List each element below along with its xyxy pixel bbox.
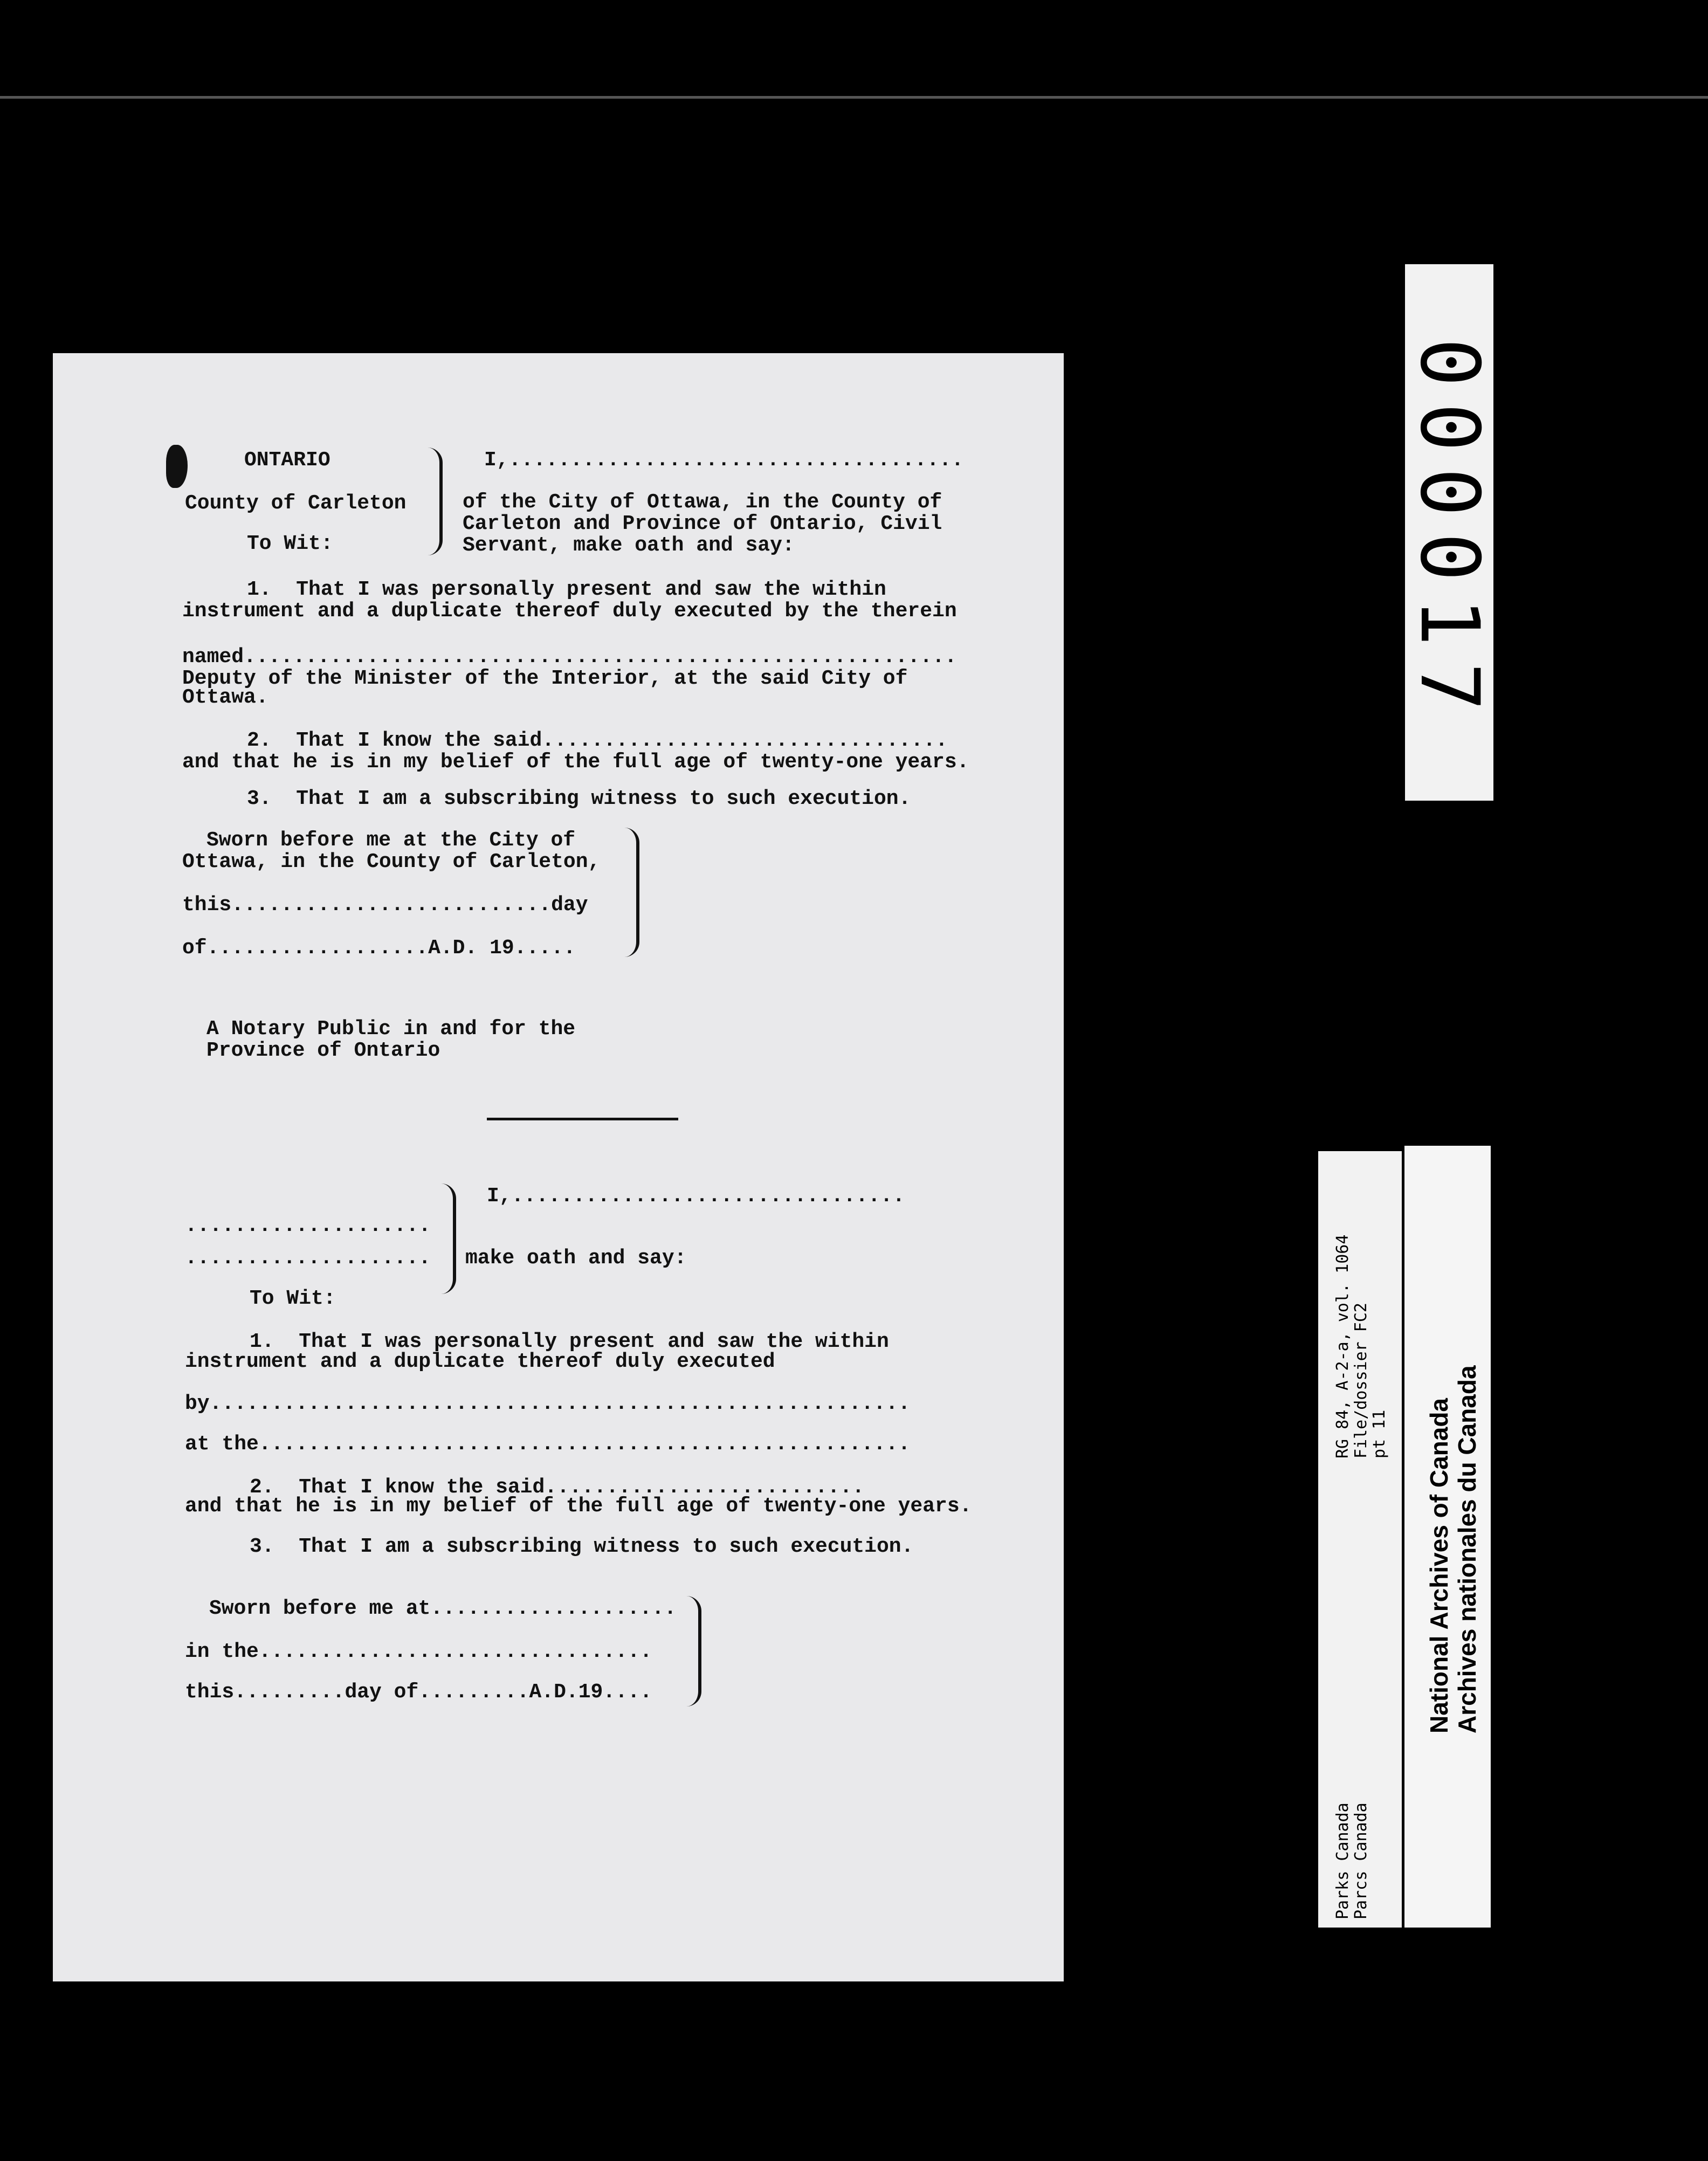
archives-en: National Archives of Canada	[1425, 1398, 1453, 1733]
sworn-brace	[624, 828, 639, 957]
b-dots-1: ....................	[185, 1214, 431, 1237]
agency-en: Parks Canada	[1333, 1802, 1352, 1919]
notary-1: A Notary Public in and for the	[206, 1017, 576, 1041]
sworn-1: Sworn before me at the City of	[206, 829, 576, 852]
p2-line2: and that he is in my belief of the full age of twenty-one years.	[182, 751, 969, 774]
b-p1-line2: instrument and a duplicate thereof duly executed	[185, 1350, 775, 1373]
archive-reference-label	[1318, 1151, 1404, 1928]
section-divider	[487, 1118, 678, 1120]
city-clause-2: Carleton and Province of Ontario, Civil	[463, 512, 942, 535]
b-deponent-line: I,................................	[487, 1185, 905, 1208]
sworn-2: Ottawa, in the County of Carleton,	[182, 850, 601, 873]
notary-2: Province of Ontario	[206, 1039, 440, 1062]
frame-number: 000017	[1402, 338, 1496, 727]
ref-line-1: RG 84, A-2-a, vol. 1064	[1333, 1234, 1352, 1458]
header-brace	[428, 448, 443, 555]
b-oath: make oath and say:	[465, 1247, 687, 1270]
p1-line4: Deputy of the Minister of the Interior, at the said City of	[182, 667, 908, 690]
p2-line1: 2. That I know the said.................................	[247, 729, 948, 752]
sworn-3: this..........................day	[182, 893, 588, 917]
b-header-brace	[441, 1183, 456, 1294]
sworn-4: of..................A.D. 19.....	[182, 937, 576, 960]
archives-name-label	[1404, 1146, 1491, 1928]
b-sworn-3: this.........day of.........A.D.19....	[185, 1681, 652, 1704]
ink-blot	[166, 445, 188, 488]
county: County of Carleton	[185, 492, 407, 515]
film-edge-line	[0, 96, 1708, 99]
p1-line2: instrument and a duplicate thereof duly executed by the therein	[182, 600, 957, 623]
b-p2-line2: and that he is in my belief of the full age of twenty-one years.	[185, 1495, 972, 1518]
jurisdiction: ONTARIO	[244, 449, 330, 472]
b-sworn-2: in the................................	[185, 1640, 652, 1663]
ref-line-2: File/dossier FC2	[1352, 1303, 1370, 1458]
ref-line-3: pt 11	[1370, 1409, 1389, 1458]
b-sworn-1: Sworn before me at....................	[209, 1597, 677, 1620]
to-wit: To Wit:	[247, 532, 333, 555]
p1-line5: Ottawa.	[182, 686, 268, 709]
b-sworn-brace	[686, 1596, 701, 1706]
archives-fr: Archives nationales du Canada	[1453, 1365, 1481, 1733]
deponent-line: I,.....................................	[484, 449, 964, 472]
b-to-wit: To Wit:	[250, 1287, 336, 1310]
city-clause-3: Servant, make oath and say:	[463, 534, 795, 557]
b-p1-line4: at the.....................................................	[185, 1433, 911, 1456]
affidavit-document	[53, 353, 1064, 1981]
b-p1-line3: by.........................................................	[185, 1392, 911, 1415]
city-clause-1: of the City of Ottawa, in the County of	[463, 491, 942, 514]
b-p3: 3. That I am a subscribing witness to such execution.	[250, 1535, 914, 1558]
p1-line1: 1. That I was personally present and saw the within	[247, 578, 886, 601]
p1-line3: named..........................................................	[182, 645, 957, 669]
b-p1-line1: 1. That I was personally present and saw the within	[250, 1330, 889, 1353]
b-dots-2: ....................	[185, 1247, 431, 1270]
b-p2-line1: 2. That I know the said..........................	[250, 1476, 865, 1499]
frame-counter	[1402, 264, 1496, 801]
agency-fr: Parcs Canada	[1352, 1802, 1370, 1919]
p3: 3. That I am a subscribing witness to such execution.	[247, 787, 911, 810]
